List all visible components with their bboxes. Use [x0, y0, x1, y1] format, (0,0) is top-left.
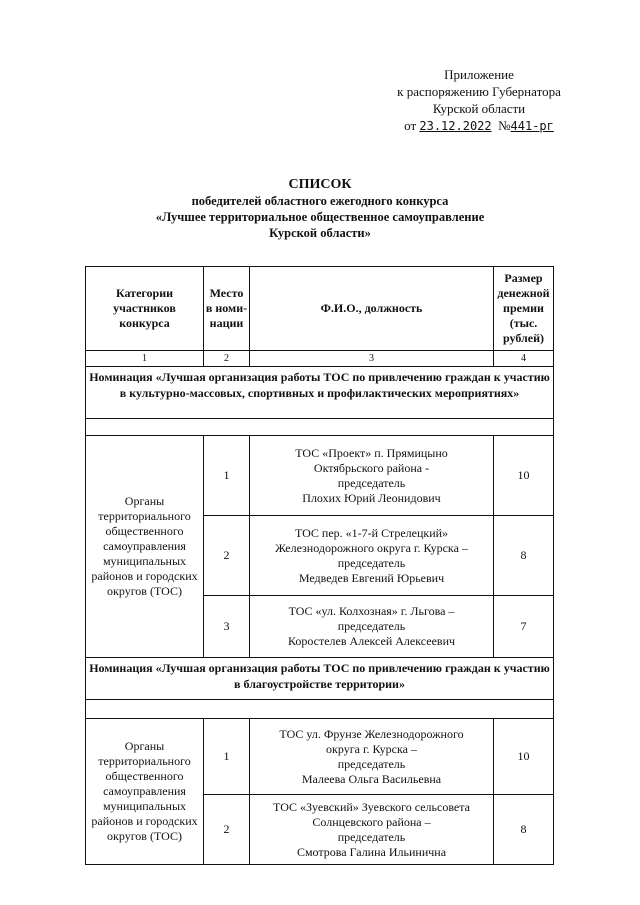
nomination-title: Номинация «Лучшая организация работы ТОС по привлечению граждан к участию в культурно-массовых, спортивных и профилактических мероприятиях» [86, 367, 554, 419]
appendix-title: Приложение [444, 67, 514, 82]
index-cell: 4 [494, 351, 554, 367]
appendix-block [370, 66, 588, 135]
header-name: Ф.И.О., должность [250, 267, 494, 351]
place-cell: 1 [204, 719, 250, 795]
nominee-line: Плохих Юрий Леонидович [302, 490, 441, 505]
index-cell: 3 [250, 351, 494, 367]
nominee-cell [250, 795, 494, 865]
category-cell: Органы территориального общественного самоуправления муниципальных районов и городских округов (ТОС) [86, 719, 204, 865]
nominee-line: ТОС пер. «1-7-й Стрелецкий» [294, 525, 449, 540]
place-cell: 1 [204, 436, 250, 516]
nominee-line: Смотрова Галина Ильинична [296, 844, 447, 859]
nomination-row [86, 658, 554, 700]
header-row [86, 267, 554, 351]
nominee-line: ТОС «Зуевский» Зуевского сельсовета [273, 799, 470, 814]
prize-cell: 7 [494, 596, 554, 658]
nomination-title: Номинация «Лучшая организация работы ТОС по привлечению граждан к участию в благоустройстве территории» [86, 658, 554, 700]
nominee-cell [250, 516, 494, 596]
nominee-line: председатель [337, 756, 406, 771]
heading-title: СПИСОК [288, 177, 352, 192]
nominee-line: Солнцевского района – [312, 814, 431, 829]
nominee-line: Медведев Евгений Юрьевич [298, 570, 445, 585]
nominee-line: председатель [337, 475, 406, 490]
index-cell: 2 [204, 351, 250, 367]
index-row [86, 351, 554, 367]
place-cell: 3 [204, 596, 250, 658]
nominee-line: председатель [337, 829, 406, 844]
nominee-line: председатель [337, 619, 406, 633]
table-row [86, 719, 554, 795]
place-cell: 2 [204, 795, 250, 865]
nominee-cell [250, 436, 494, 516]
nominee-cell [250, 596, 494, 658]
heading-line2: «Лучшее территориальное общественное самоуправление [155, 210, 485, 224]
nominee-line: председатель [337, 555, 406, 570]
nominee-line: округа г. Курска – [326, 741, 417, 756]
header-category: Категории участников конкурса [86, 267, 204, 351]
appendix-line2: Курской области [432, 101, 526, 116]
nominee-line: Малеева Ольга Васильевна [301, 771, 442, 786]
nomination-row [86, 367, 554, 419]
appendix-number-line [404, 117, 554, 135]
heading-line3: Курской области» [269, 226, 371, 240]
category-cell: Органы территориального общественного самоуправления муниципальных районов и городских округов (ТОС) [86, 436, 204, 658]
table-row [86, 436, 554, 516]
nominee-line: ТОС «Проект» п. Прямицыно [295, 445, 448, 460]
prize-cell: 10 [494, 436, 554, 516]
winners-table [85, 266, 554, 865]
prize-cell: 8 [494, 516, 554, 596]
prize-cell: 8 [494, 795, 554, 865]
prize-cell: 10 [494, 719, 554, 795]
nominee-line: Железнодорожного округа г. Курска – [275, 540, 468, 555]
spacer-row [86, 419, 554, 436]
nominee-line: Октябрьского района - [313, 460, 430, 475]
nominee-line: Коростелев Алексей Алексеевич [287, 634, 456, 648]
index-cell: 1 [86, 351, 204, 367]
heading-line1: победителей областного ежегодного конкурса [191, 194, 449, 208]
appendix-line1: к распоряжению Губернатора [397, 84, 561, 99]
header-prize: Размер денежной премии (тыс. рублей) [494, 267, 554, 351]
header-place: Место в номи-нации [204, 267, 250, 351]
number-prefix: № [498, 118, 511, 133]
nominee-line: ТОС ул. Фрунзе Железнодорожного [279, 726, 464, 741]
nominee-cell [250, 719, 494, 795]
place-cell: 2 [204, 516, 250, 596]
nominee-line: ТОС «ул. Колхозная» г. Льгова – [288, 604, 455, 618]
appendix-date: 23.12.2022 [419, 119, 492, 133]
appendix-number: 441-рг [510, 119, 554, 133]
spacer-row [86, 700, 554, 719]
date-prefix: от [404, 118, 417, 133]
document-heading [100, 177, 540, 241]
